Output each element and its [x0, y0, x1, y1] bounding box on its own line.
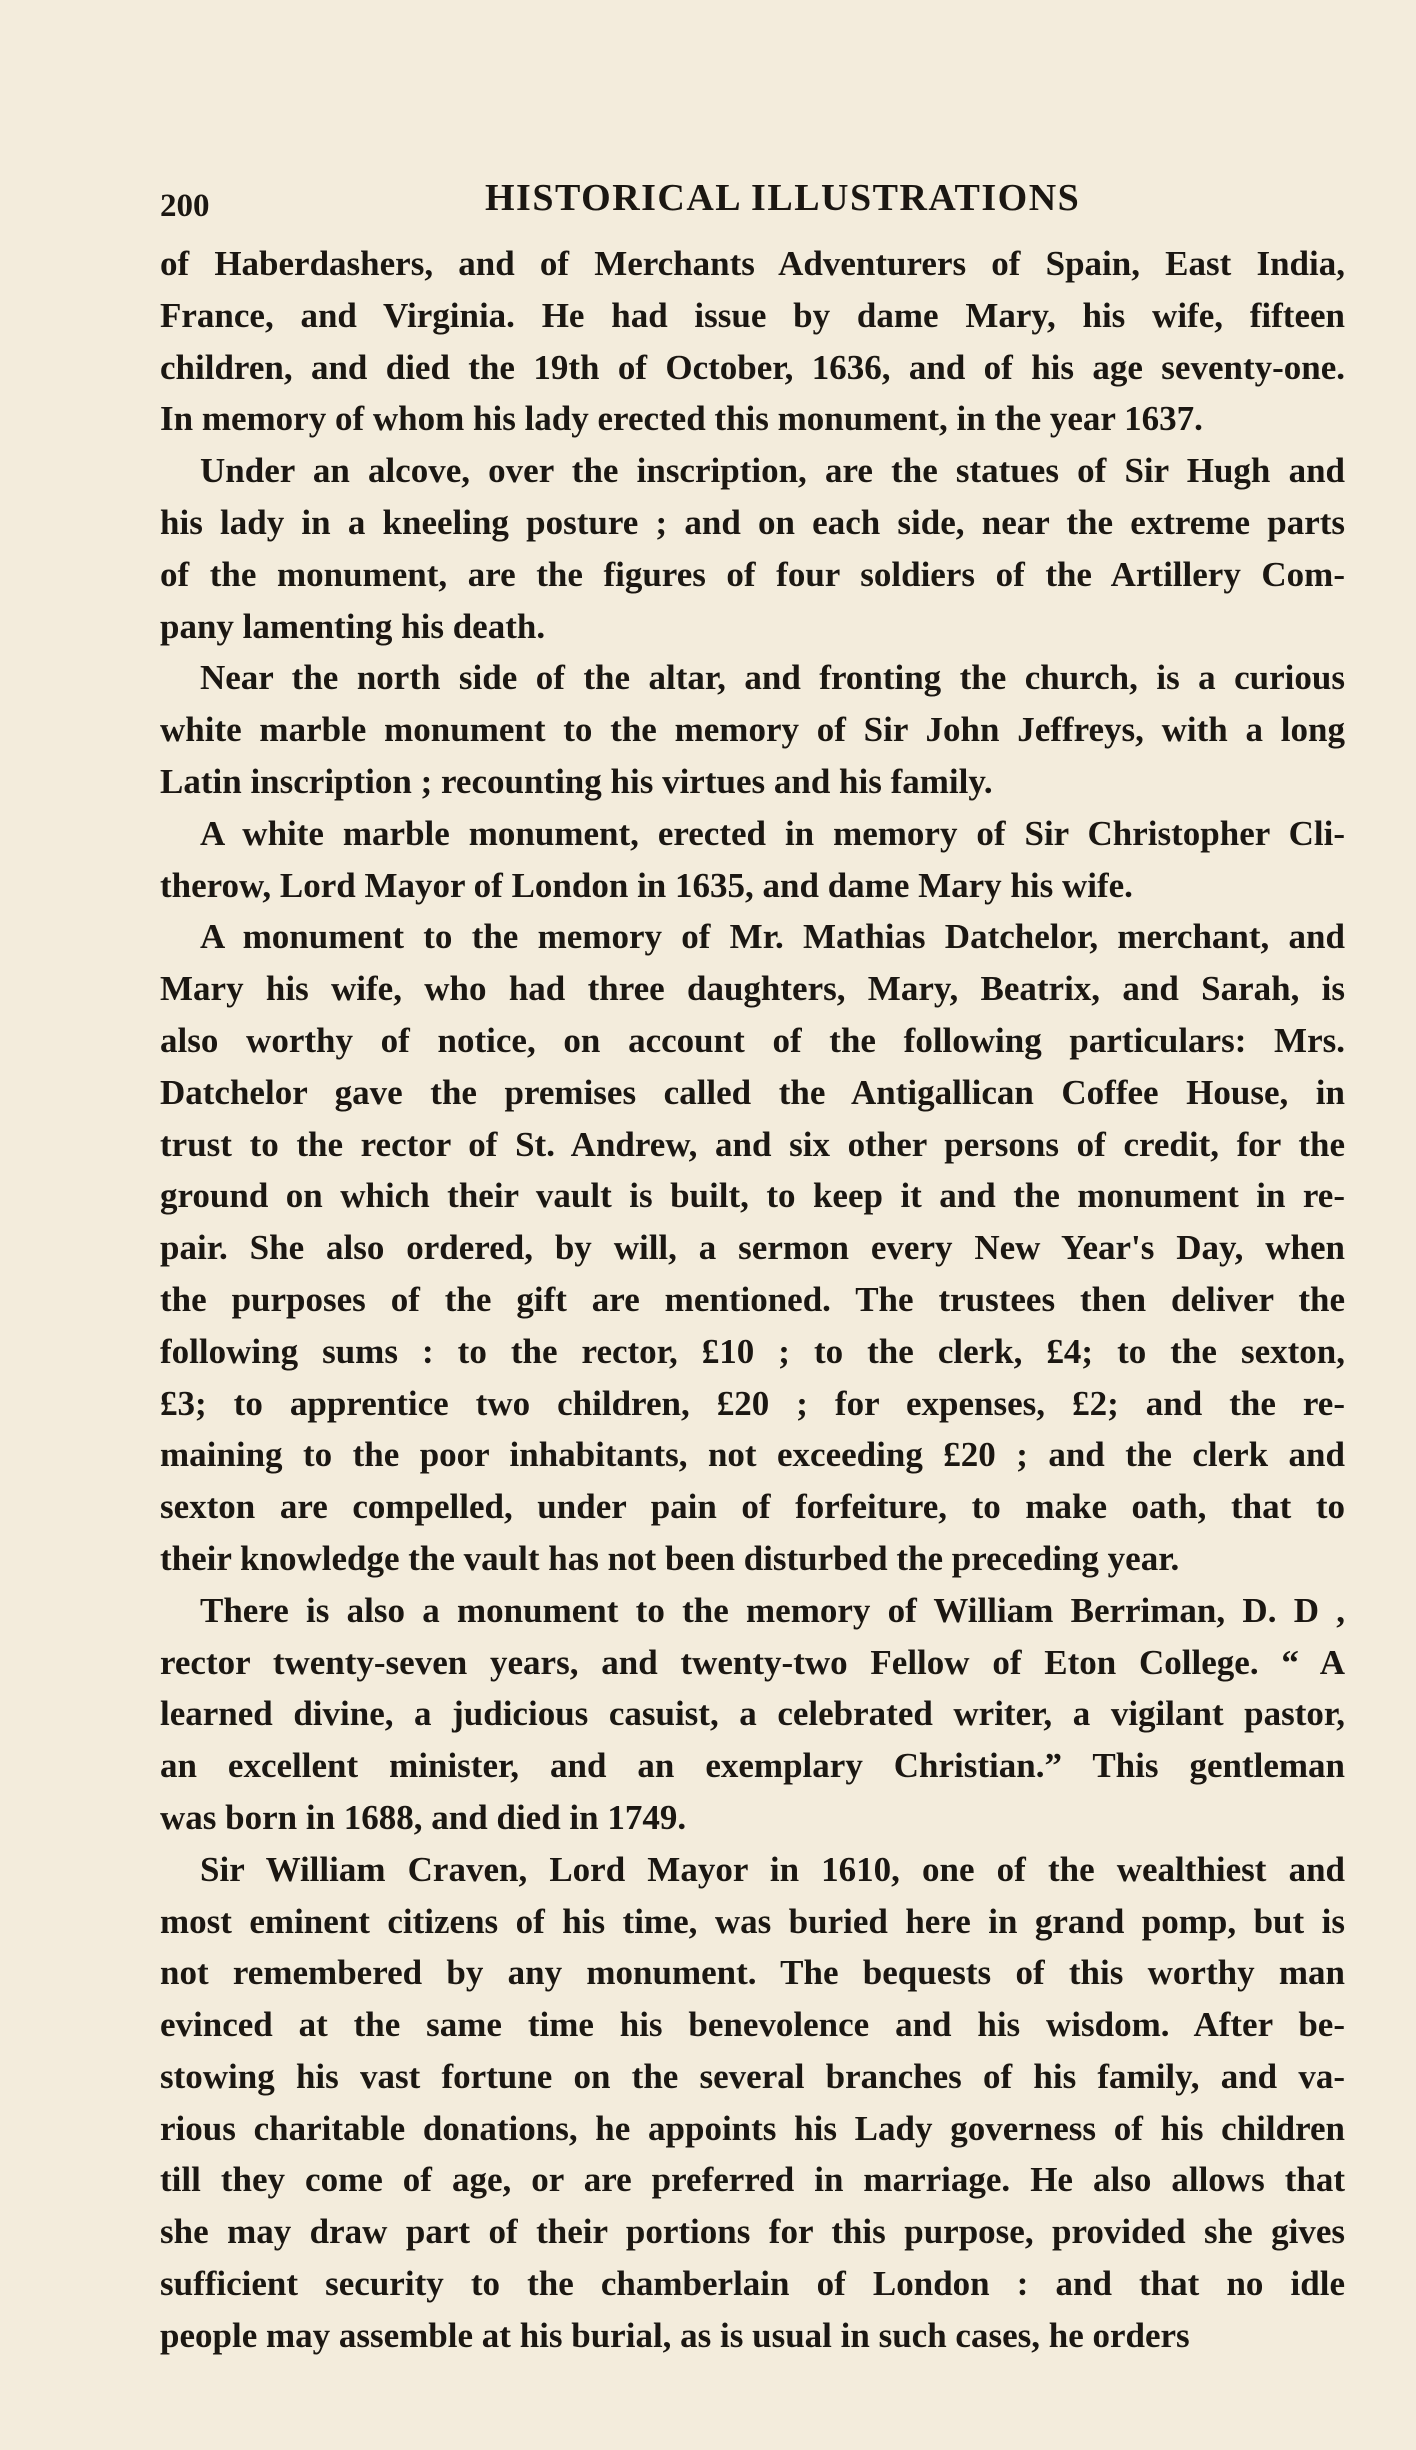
- text-line: Latin inscription ; recounting his virtues and his family.: [160, 761, 993, 801]
- text-line: children, and died the 19th of October, 1636, and of his age seventy-one.: [160, 347, 1345, 387]
- paragraph: [160, 911, 1345, 1584]
- text-line: the purposes of the gift are mentioned. The trustees then deliver the: [160, 1279, 1345, 1319]
- running-title: HISTORICAL ILLUSTRATIONS: [485, 177, 1081, 219]
- text-line: rious charitable donations, he appoints his Lady governess of his children: [160, 2108, 1345, 2148]
- paragraph: [160, 238, 1345, 445]
- text-line: Sir William Craven, Lord Mayor in 1610, one of the wealthiest and: [200, 1849, 1345, 1889]
- text-line: also worthy of notice, on account of the following particulars: Mrs.: [160, 1020, 1345, 1060]
- text-line: Under an alcove, over the inscription, are the statues of Sir Hugh and: [200, 451, 1345, 491]
- text-line: sufficient security to the chamberlain of London : and that no idle: [160, 2264, 1345, 2304]
- text-line: In memory of whom his lady erected this monument, in the year 1637.: [160, 399, 1203, 439]
- text-line: There is also a monument to the memory of William Berriman, D. D ,: [200, 1590, 1345, 1630]
- text-line: people may assemble at his burial, as is usual in such cases, he orders: [160, 2315, 1190, 2355]
- text-line: stowing his vast fortune on the several branches of his family, and va-: [160, 2056, 1345, 2096]
- text-line: France, and Virginia. He had issue by dame Mary, his wife, fifteen: [160, 295, 1345, 335]
- text-line: an excellent minister, and an exemplary Christian.” This gentleman: [160, 1746, 1345, 1786]
- text-line: maining to the poor inhabitants, not exceeding £20 ; and the clerk and: [160, 1435, 1345, 1475]
- text-line: learned divine, a judicious casuist, a celebrated writer, a vigilant pastor,: [160, 1694, 1345, 1734]
- page-header: [160, 176, 1336, 226]
- text-line: she may draw part of their portions for this purpose, provided she gives: [160, 2212, 1345, 2252]
- text-line: Near the north side of the altar, and fronting the church, is a curious: [200, 658, 1345, 698]
- text-line: of Haberdashers, and of Merchants Adventurers of Spain, East India,: [160, 244, 1345, 283]
- paragraph: [160, 1585, 1345, 1844]
- text-line: sexton are compelled, under pain of forfeiture, to make oath, that to: [160, 1487, 1345, 1527]
- text-line: pany lamenting his death.: [160, 606, 546, 646]
- text-line: following sums : to the rector, £10 ; to the clerk, £4; to the sexton,: [160, 1331, 1345, 1371]
- text-line: £3; to apprentice two children, £20 ; for expenses, £2; and the re-: [160, 1383, 1345, 1423]
- text-line: therow, Lord Mayor of London in 1635, and dame Mary his wife.: [160, 865, 1133, 905]
- text-line: of the monument, are the figures of four soldiers of the Artillery Com-: [160, 554, 1345, 594]
- text-line: evinced at the same time his benevolence and his wisdom. After be-: [160, 2005, 1345, 2045]
- text-line: not remembered by any monument. The bequests of this worthy man: [160, 1953, 1345, 1993]
- body-text: [160, 238, 1345, 2362]
- text-line: his lady in a kneeling posture ; and on each side, near the extreme parts: [160, 502, 1345, 542]
- paragraph: [160, 445, 1345, 652]
- paragraph: [160, 808, 1345, 912]
- text-line: till they come of age, or are preferred in marriage. He also allows that: [160, 2160, 1345, 2200]
- paragraph: [160, 1844, 1345, 2362]
- text-line: ground on which their vault is built, to keep it and the monument in re-: [160, 1176, 1345, 1216]
- text-line: white marble monument to the memory of Sir John Jeffreys, with a long: [160, 710, 1345, 750]
- text-line: A white marble monument, erected in memory of Sir Christopher Cli-: [200, 813, 1345, 853]
- text-line: A monument to the memory of Mr. Mathias Datchelor, merchant, and: [200, 917, 1345, 957]
- text-line: rector twenty-seven years, and twenty-two Fellow of Eton College. “ A: [160, 1642, 1345, 1682]
- text-line: trust to the rector of St. Andrew, and six other persons of credit, for the: [160, 1124, 1345, 1164]
- paragraph: [160, 652, 1345, 807]
- text-line: pair. She also ordered, by will, a sermon every New Year's Day, when: [160, 1228, 1345, 1268]
- text-line: their knowledge the vault has not been disturbed the preceding year.: [160, 1538, 1180, 1578]
- page-number: 200: [160, 188, 210, 224]
- text-line: most eminent citizens of his time, was buried here in grand pomp, but is: [160, 1901, 1345, 1941]
- text-line: Datchelor gave the premises called the Antigallican Coffee House, in: [160, 1072, 1345, 1112]
- text-line: Mary his wife, who had three daughters, Mary, Beatrix, and Sarah, is: [160, 969, 1345, 1009]
- text-line: was born in 1688, and died in 1749.: [160, 1797, 687, 1837]
